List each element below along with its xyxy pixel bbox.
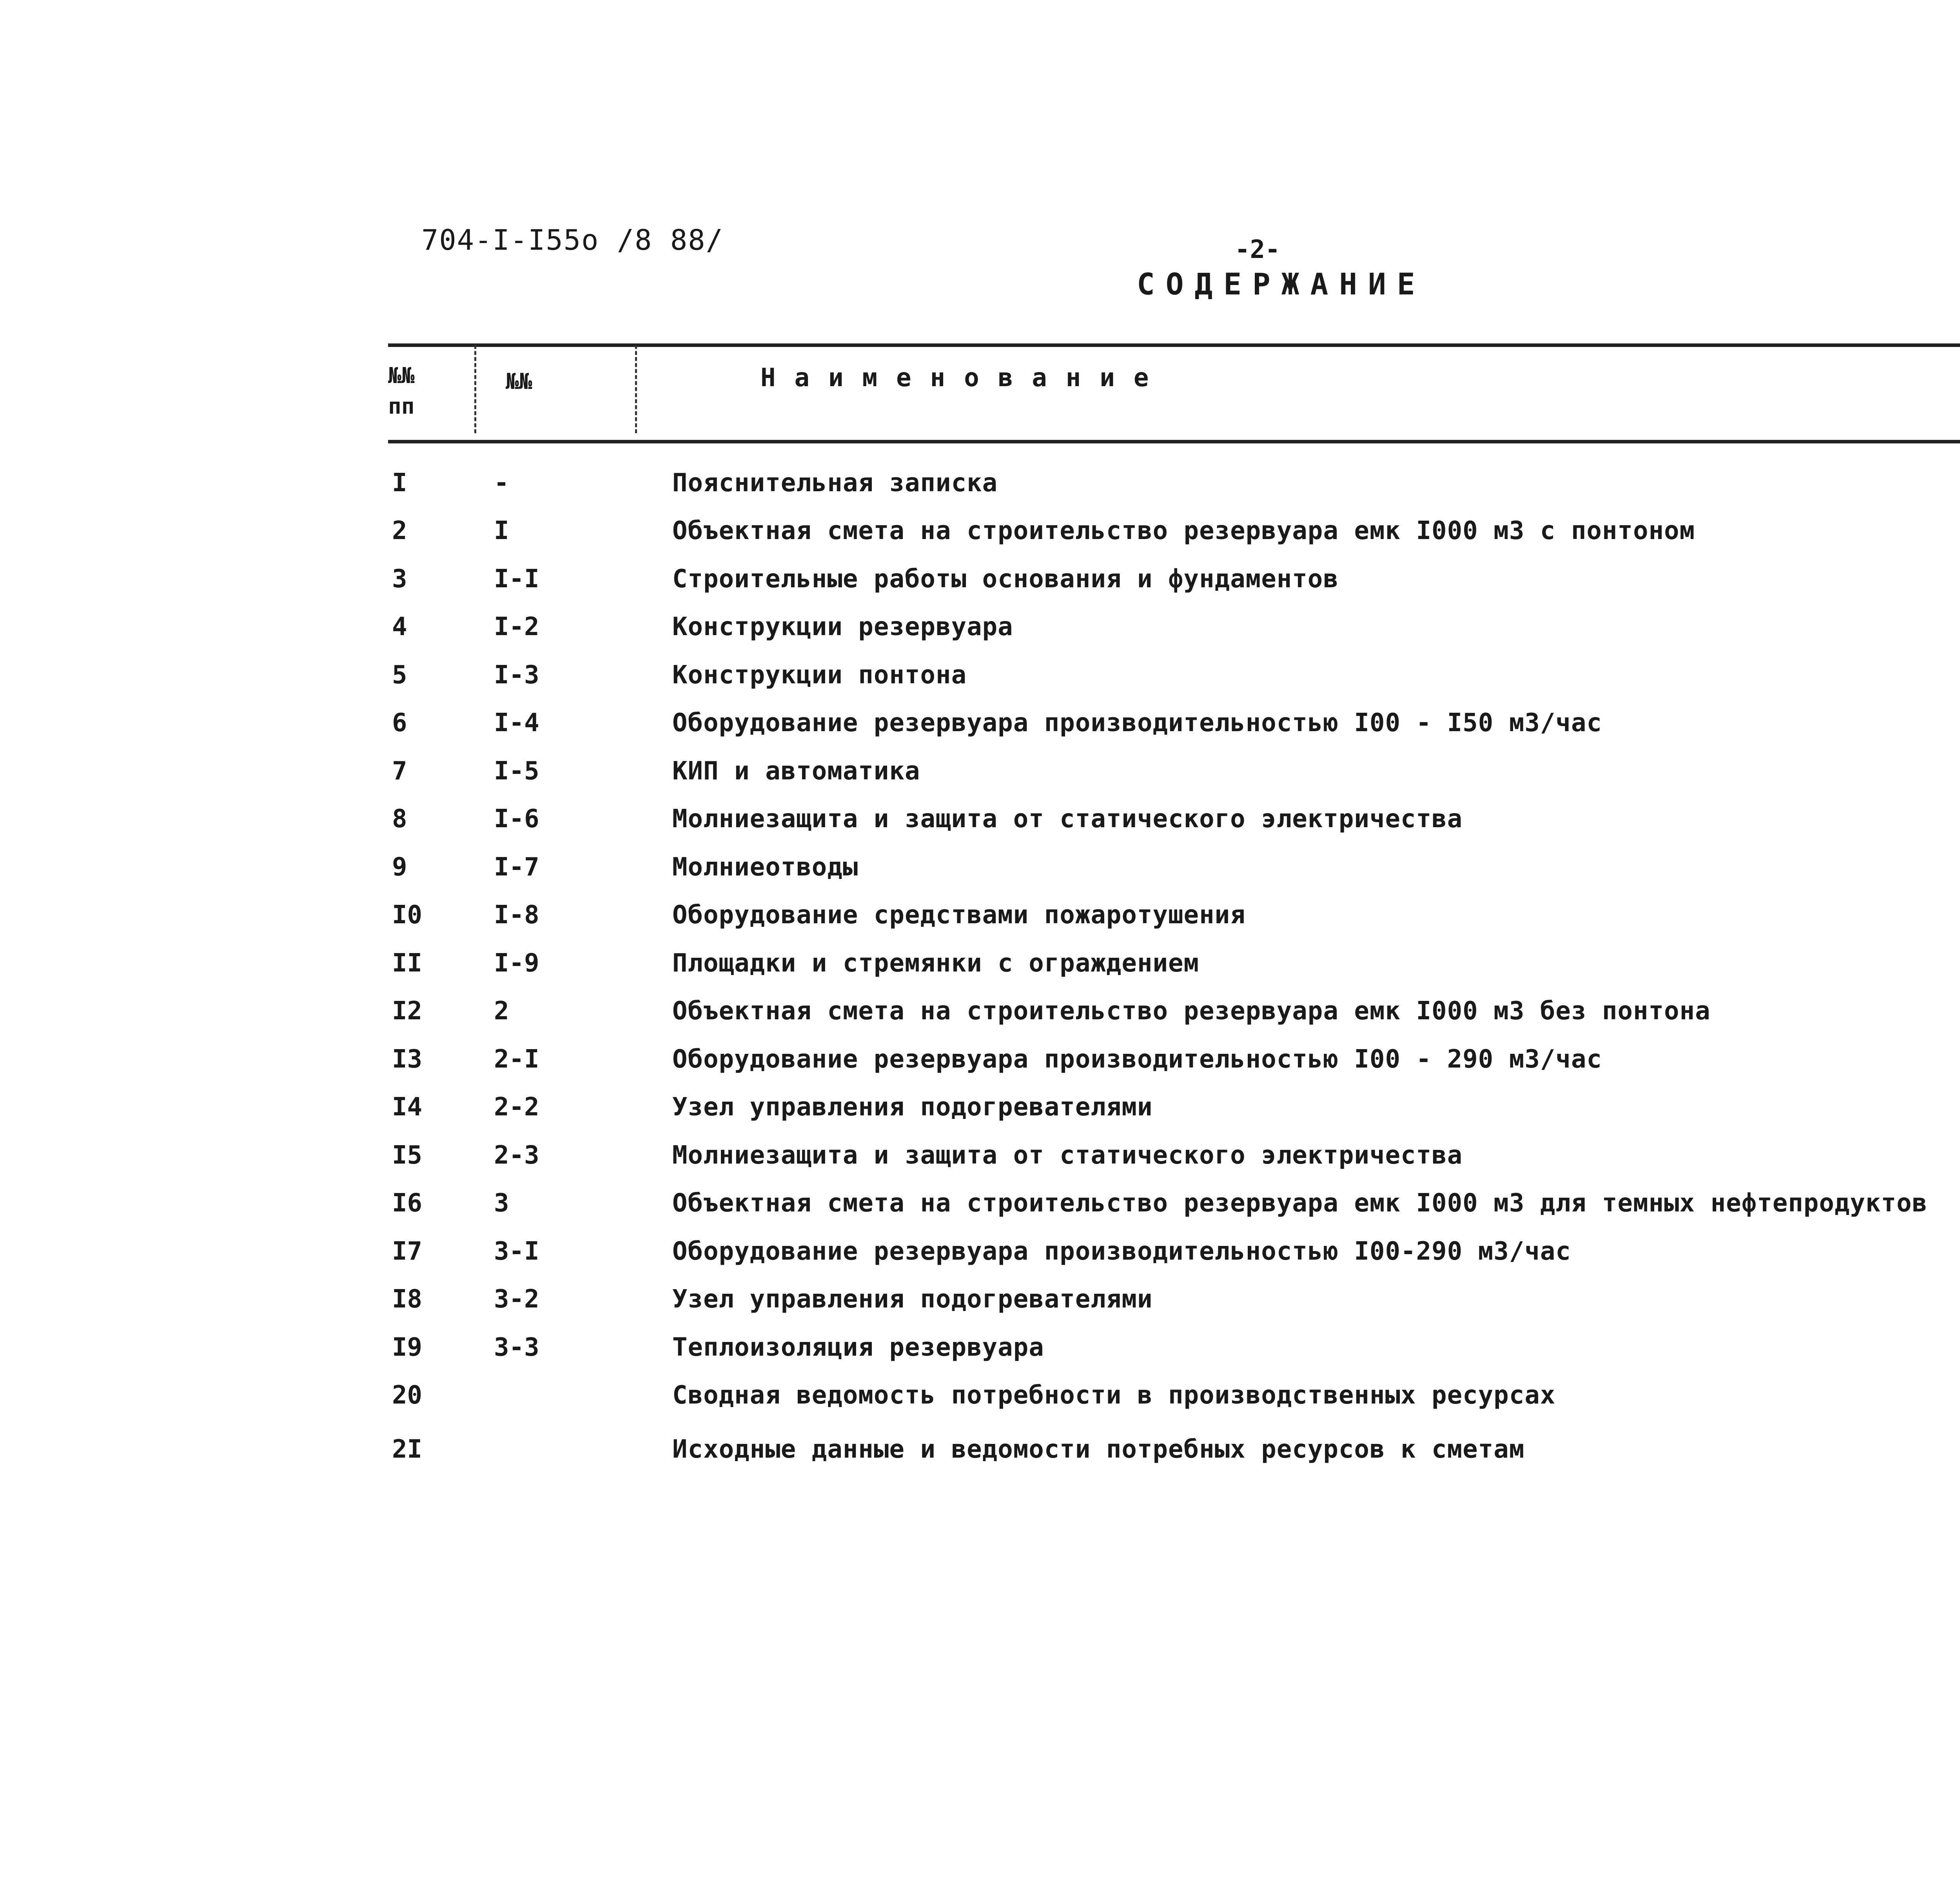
table-row [0,612,1960,652]
estimate-code: I-8 [494,901,539,930]
row-number: 2 [392,516,407,545]
estimate-code: I-2 [494,612,539,641]
table-row [0,1189,1960,1228]
table-top-rule [388,343,1960,347]
page-title: СОДЕРЖАНИЕ [1137,267,1426,301]
column-header-number [388,361,443,422]
table-row [0,757,1960,796]
column-header-number-top: №№ [388,363,415,389]
table-row [0,997,1960,1036]
section-name: Объектная смета на строительство резервуара емк I000 м3 с понтоном [672,516,1695,545]
estimate-code: I-I [494,565,539,594]
section-name: Сводная ведомость потребности в производственных ресурсах [672,1381,1556,1410]
estimate-code: 3-2 [494,1285,539,1314]
section-name: Исходные данные и ведомости потребных ресурсов к сметам [672,1435,1525,1464]
row-number: I [392,468,407,498]
column-header-code: №№ [506,369,532,394]
estimate-code: 2 [494,997,509,1026]
table-row [0,1333,1960,1372]
row-number: II [392,949,423,978]
section-name: Оборудование резервуара производительностью I00 - I50 м3/час [672,708,1602,737]
row-number: 8 [392,804,407,833]
estimate-code: I-7 [494,853,539,882]
row-number: I5 [392,1141,423,1170]
table-row [0,661,1960,700]
section-name: Конструкции понтона [672,661,967,690]
row-number: 3 [392,565,407,594]
row-number: I3 [392,1045,423,1074]
row-number: I9 [392,1333,423,1362]
section-name: Оборудование резервуара производительностью I00 - 290 м3/час [672,1045,1602,1074]
estimate-code: 3-I [494,1237,539,1266]
row-number: I2 [392,997,423,1026]
table-row [0,853,1960,892]
column-header-name: Наименование [760,363,1168,392]
column-separator [474,345,476,433]
estimate-code: 3 [494,1189,509,1218]
estimate-code: 2-2 [494,1093,539,1122]
estimate-code: 3-3 [494,1333,539,1362]
row-number: 2I [392,1435,423,1464]
column-header-number-bottom: пп [388,394,415,419]
row-number: 7 [392,757,407,786]
estimate-code: - [494,468,509,498]
row-number: I4 [392,1093,423,1122]
row-number: 20 [392,1381,423,1410]
estimate-code: I-4 [494,708,539,737]
table-row [0,516,1960,556]
row-number: I0 [392,901,423,930]
section-name: Оборудование резервуара производительностью I00-290 м3/час [672,1237,1571,1266]
table-row [0,708,1960,748]
table-row [0,949,1960,988]
estimate-code: 2-3 [494,1141,539,1170]
table-row [0,804,1960,844]
estimate-code: I-6 [494,804,539,833]
row-number: I6 [392,1189,423,1218]
section-name: Строительные работы основания и фундаментов [672,565,1339,594]
section-name: КИП и автоматика [672,757,920,786]
table-row [0,1237,1960,1276]
table-row [0,1435,1960,1474]
section-name: Теплоизоляция резервуара [672,1333,1044,1362]
table-row [0,901,1960,940]
estimate-code: I-3 [494,661,539,690]
section-name: Молниеотводы [672,853,858,882]
estimate-code: I-5 [494,757,539,786]
section-name: Объектная смета на строительство резервуара емк I000 м3 для темных нефтепродуктов [672,1189,1928,1218]
table-row [0,565,1960,604]
section-name: Молниезащита и защита от статического электричества [672,804,1463,833]
table-row [0,1381,1960,1420]
row-number: 9 [392,853,407,882]
section-name: Оборудование средствами пожаротушения [672,901,1246,930]
table-row [0,1093,1960,1132]
estimate-code: I-9 [494,949,539,978]
section-name: Молниезащита и защита от статического электричества [672,1141,1463,1170]
table-row [0,1285,1960,1324]
table-header-rule [388,440,1960,443]
section-name: Объектная смета на строительство резервуара емк I000 м3 без понтона [672,997,1711,1026]
table-row [0,1141,1960,1180]
table-row [0,1045,1960,1084]
section-name: Узел управления подогревателями [672,1093,1153,1122]
row-number: 4 [392,612,407,641]
section-name: Площадки и стремянки с ограждением [672,949,1200,978]
section-name: Узел управления подогревателями [672,1285,1153,1314]
document-code: 704-I-I55o /8 88/ [421,223,724,256]
table-row [0,468,1960,508]
section-name: Конструкции резервуара [672,612,1013,641]
row-number: 6 [392,708,407,737]
estimate-code: 2-I [494,1045,539,1074]
section-name: Пояснительная записка [672,468,998,498]
estimate-code: I [494,516,509,545]
row-number: I7 [392,1237,423,1266]
row-number: I8 [392,1285,423,1314]
row-number: 5 [392,661,407,690]
page-number: -2- [1235,235,1280,264]
column-separator [635,345,637,433]
